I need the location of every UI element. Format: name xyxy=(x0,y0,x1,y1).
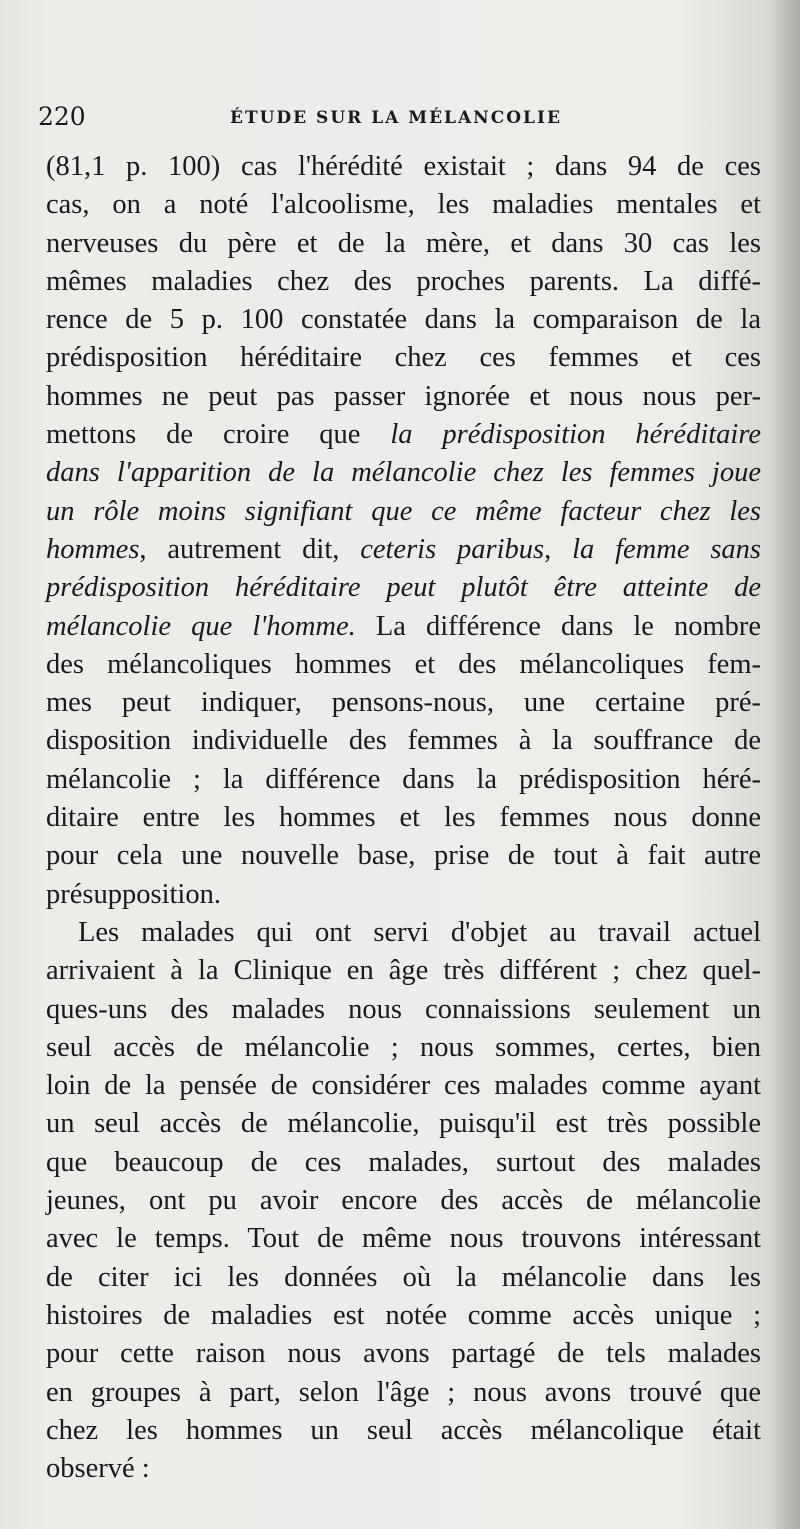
text-segment: chez les hommes un seul accès mélancolique était xyxy=(46,1414,761,1446)
text-segment: un seul accès de mélancolie, puisqu'il est très possible xyxy=(46,1108,761,1140)
text-segment: observé : xyxy=(46,1453,150,1485)
text-line xyxy=(46,1220,761,1258)
running-title: ÉTUDE SUR LA MÉLANCOLIE xyxy=(230,108,562,128)
text-line xyxy=(46,991,761,1029)
text-segment: pour cette raison nous avons partagé de tels malades xyxy=(46,1338,761,1370)
text-line xyxy=(46,1297,761,1335)
text-segment: Les malades qui ont servi d'objet au travail actuel xyxy=(78,916,761,948)
text-line xyxy=(46,531,761,569)
text-segment: jeunes, ont pu avoir encore des accès de mélancolie xyxy=(46,1185,761,1217)
page-header xyxy=(38,98,760,138)
text-line xyxy=(46,378,761,416)
text-line xyxy=(46,761,761,799)
text-line xyxy=(46,186,761,224)
text-segment: ques-uns des malades nous connaissions seulement un xyxy=(46,993,761,1025)
text-line xyxy=(46,1029,761,1067)
text-line xyxy=(46,1067,761,1105)
text-line xyxy=(46,1259,761,1297)
text-segment: nerveuses du père et de la mère, et dans 30 cas les xyxy=(46,227,761,259)
text-segment: mettons de croire que xyxy=(46,419,391,451)
text-segment: mêmes maladies chez des proches parents. La diffé- xyxy=(46,265,761,297)
italic-segment: un rôle moins signifiant que ce même facteur chez les xyxy=(46,495,761,527)
italic-segment: la femme sans xyxy=(572,533,762,565)
text-line xyxy=(46,1374,761,1412)
text-line xyxy=(46,1450,761,1488)
text-line xyxy=(46,837,761,875)
text-line xyxy=(46,914,761,952)
text-line xyxy=(46,1335,761,1373)
text-segment: ditaire entre les hommes et les femmes nous donne xyxy=(46,802,761,834)
text-segment: en groupes à part, selon l'âge ; nous avons trouvé que xyxy=(46,1376,761,1408)
text-segment: des mélancoliques hommes et des mélancoliques fem- xyxy=(46,648,761,680)
text-segment: La différence dans le nombre xyxy=(355,610,762,642)
text-segment: de citer ici les données où la mélancolie dans les xyxy=(46,1261,761,1293)
text-line xyxy=(46,569,761,607)
text-line xyxy=(46,1144,761,1182)
italic-segment: mélancolie que l'homme. xyxy=(46,610,356,642)
text-segment: que beaucoup de ces malades, surtout des malades xyxy=(46,1146,761,1178)
text-segment: pour cela une nouvelle base, prise de tout à fait autre xyxy=(46,840,761,872)
italic-segment: ceteris paribus xyxy=(360,533,545,565)
text-segment: cas, on a noté l'alcoolisme, les maladies mentales et xyxy=(46,189,761,221)
text-line xyxy=(46,148,761,186)
text-segment: seul accès de mélancolie ; nous sommes, certes, bien xyxy=(46,1031,761,1063)
italic-segment: dans l'apparition de la mélancolie chez les femmes joue xyxy=(46,457,761,489)
text-line xyxy=(46,263,761,301)
text-segment: histoires de maladies est notée comme accès unique ; xyxy=(46,1299,761,1331)
text-line xyxy=(46,339,761,377)
text-line xyxy=(46,799,761,837)
text-line xyxy=(46,1412,761,1450)
text-segment: hommes ne peut pas passer ignorée et nous nous per- xyxy=(46,380,761,412)
text-line xyxy=(46,1105,761,1143)
text-line xyxy=(46,493,761,531)
text-line xyxy=(46,454,761,492)
text-line xyxy=(46,416,761,454)
text-segment: loin de la pensée de considérer ces malades comme ayant xyxy=(46,1070,761,1102)
text-segment: rence de 5 p. 100 constatée dans la comparaison de la xyxy=(46,304,761,336)
text-segment: présupposition. xyxy=(46,878,221,910)
text-segment: disposition individuelle des femmes à la souffrance de xyxy=(46,725,761,757)
italic-segment: hommes xyxy=(46,533,140,565)
text-line xyxy=(46,608,761,646)
body-text xyxy=(46,148,761,1488)
text-segment: prédisposition héréditaire chez ces femmes et ces xyxy=(46,342,761,374)
text-line xyxy=(46,1182,761,1220)
text-segment: (81,1 p. 100) cas l'hérédité existait ; dans 94 de ces xyxy=(46,151,761,182)
text-segment: , xyxy=(544,533,573,565)
text-line xyxy=(46,952,761,990)
page-number: 220 xyxy=(38,102,86,131)
text-segment: , autrement dit, xyxy=(139,533,361,565)
text-segment: mes peut indiquer, pensons-nous, une certaine pré- xyxy=(46,687,761,719)
text-line xyxy=(46,301,761,339)
italic-segment: la prédisposition héréditaire xyxy=(390,419,762,451)
italic-segment: prédisposition héréditaire peut plutôt être atteinte de xyxy=(46,572,761,604)
text-line xyxy=(46,646,761,684)
text-segment: mélancolie ; la différence dans la prédisposition héré- xyxy=(46,763,761,795)
text-line xyxy=(46,722,761,760)
text-segment: arrivaient à la Clinique en âge très différent ; chez quel- xyxy=(46,955,761,987)
text-line xyxy=(46,225,761,263)
text-segment: avec le temps. Tout de même nous trouvons intéressant xyxy=(46,1223,761,1255)
text-line xyxy=(46,876,761,914)
text-line xyxy=(46,684,761,722)
